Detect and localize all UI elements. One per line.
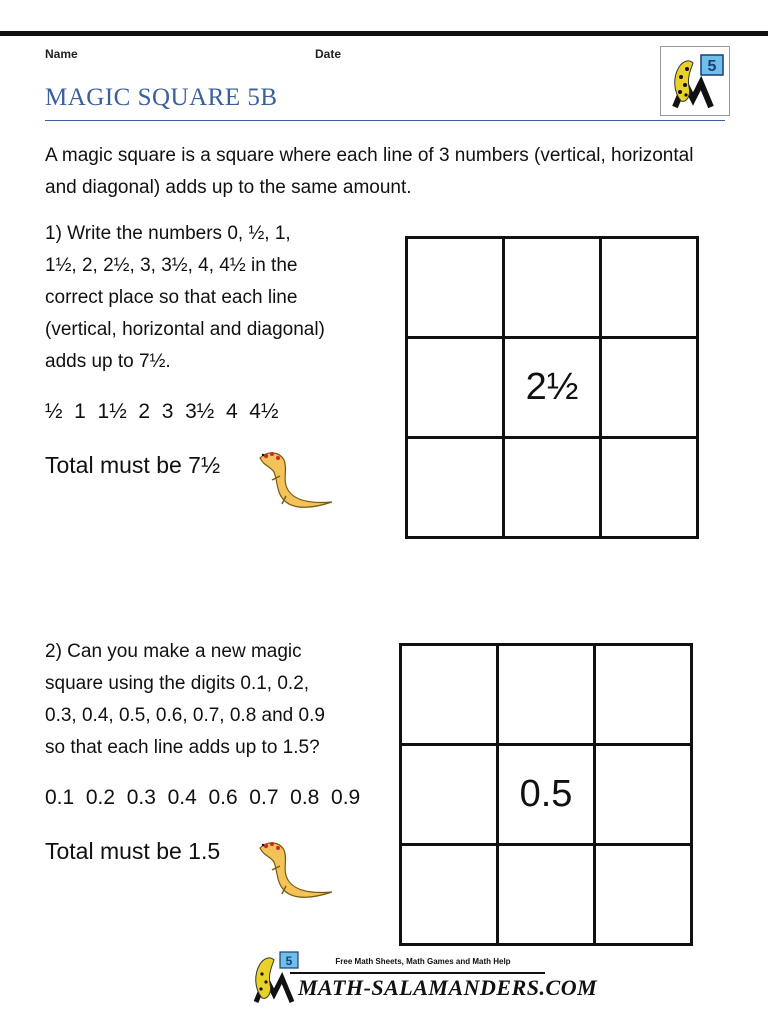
grid-2-cell[interactable]	[595, 645, 692, 745]
grid-1-cell[interactable]	[504, 238, 601, 338]
grid-1-cell[interactable]	[504, 438, 601, 538]
page-title: MAGIC SQUARE 5B	[45, 84, 278, 111]
grid-1-cell[interactable]	[407, 438, 504, 538]
grid-2-cell[interactable]	[401, 745, 498, 845]
grid-2-cell[interactable]	[401, 845, 498, 945]
footer-tagline: Free Math Sheets, Math Games and Math Help	[335, 957, 511, 966]
top-border	[0, 31, 768, 36]
grid-1-cell[interactable]	[601, 338, 698, 438]
magic-square-2	[399, 643, 693, 946]
grid-1-center-cell: 2½	[504, 338, 601, 438]
grid-1-cell[interactable]	[601, 238, 698, 338]
grid-1-cell[interactable]	[407, 238, 504, 338]
question-1-numbers: ½ 1 1½ 2 3 3½ 4 4½	[45, 400, 279, 423]
footer-site-name: MATH-SALAMANDERS.COM	[298, 975, 598, 1000]
footer-divider	[290, 972, 545, 974]
title-underline	[45, 120, 725, 121]
grid-2-cell[interactable]	[498, 645, 595, 745]
grid-2-center-cell: 0.5	[498, 745, 595, 845]
grid-2-cell[interactable]	[498, 845, 595, 945]
salamander-icon	[252, 836, 338, 902]
question-1-text: 1) Write the numbers 0, ½, 1, 1½, 2, 2½, 3, 3½, 4, 4½ in the correct place so that each line (vertical, horizontal and diagonal) adds up to 7½.	[45, 223, 325, 372]
grid-1-cell[interactable]	[601, 438, 698, 538]
salamander-icon	[252, 446, 338, 512]
date-label: Date	[315, 47, 342, 61]
question-2-numbers: 0.1 0.2 0.3 0.4 0.6 0.7 0.8 0.9	[45, 786, 361, 809]
intro-text: A magic square is a square where each line of 3 numbers (vertical, horizontal and diagonal) adds up to the same amount.	[45, 145, 694, 198]
footer-logo-number: 5	[285, 954, 293, 968]
question-2-text: 2) Can you make a new magic square using the digits 0.1, 0.2, 0.3, 0.4, 0.5, 0.6, 0.7, 0.8 and 0.9 so that each line adds up to 1.5?	[45, 641, 325, 758]
header-logo	[660, 46, 730, 116]
grid-1-cell[interactable]	[407, 338, 504, 438]
grid-2-cell[interactable]	[595, 745, 692, 845]
grid-2-cell[interactable]	[401, 645, 498, 745]
grid-2-cell[interactable]	[595, 845, 692, 945]
salamander-logo-icon	[661, 47, 729, 115]
name-label: Name	[45, 47, 78, 61]
magic-square-1	[405, 236, 699, 539]
logo-number: 5	[707, 58, 717, 75]
question-2-total: Total must be 1.5	[45, 838, 221, 864]
question-1-total: Total must be 7½	[45, 452, 221, 478]
